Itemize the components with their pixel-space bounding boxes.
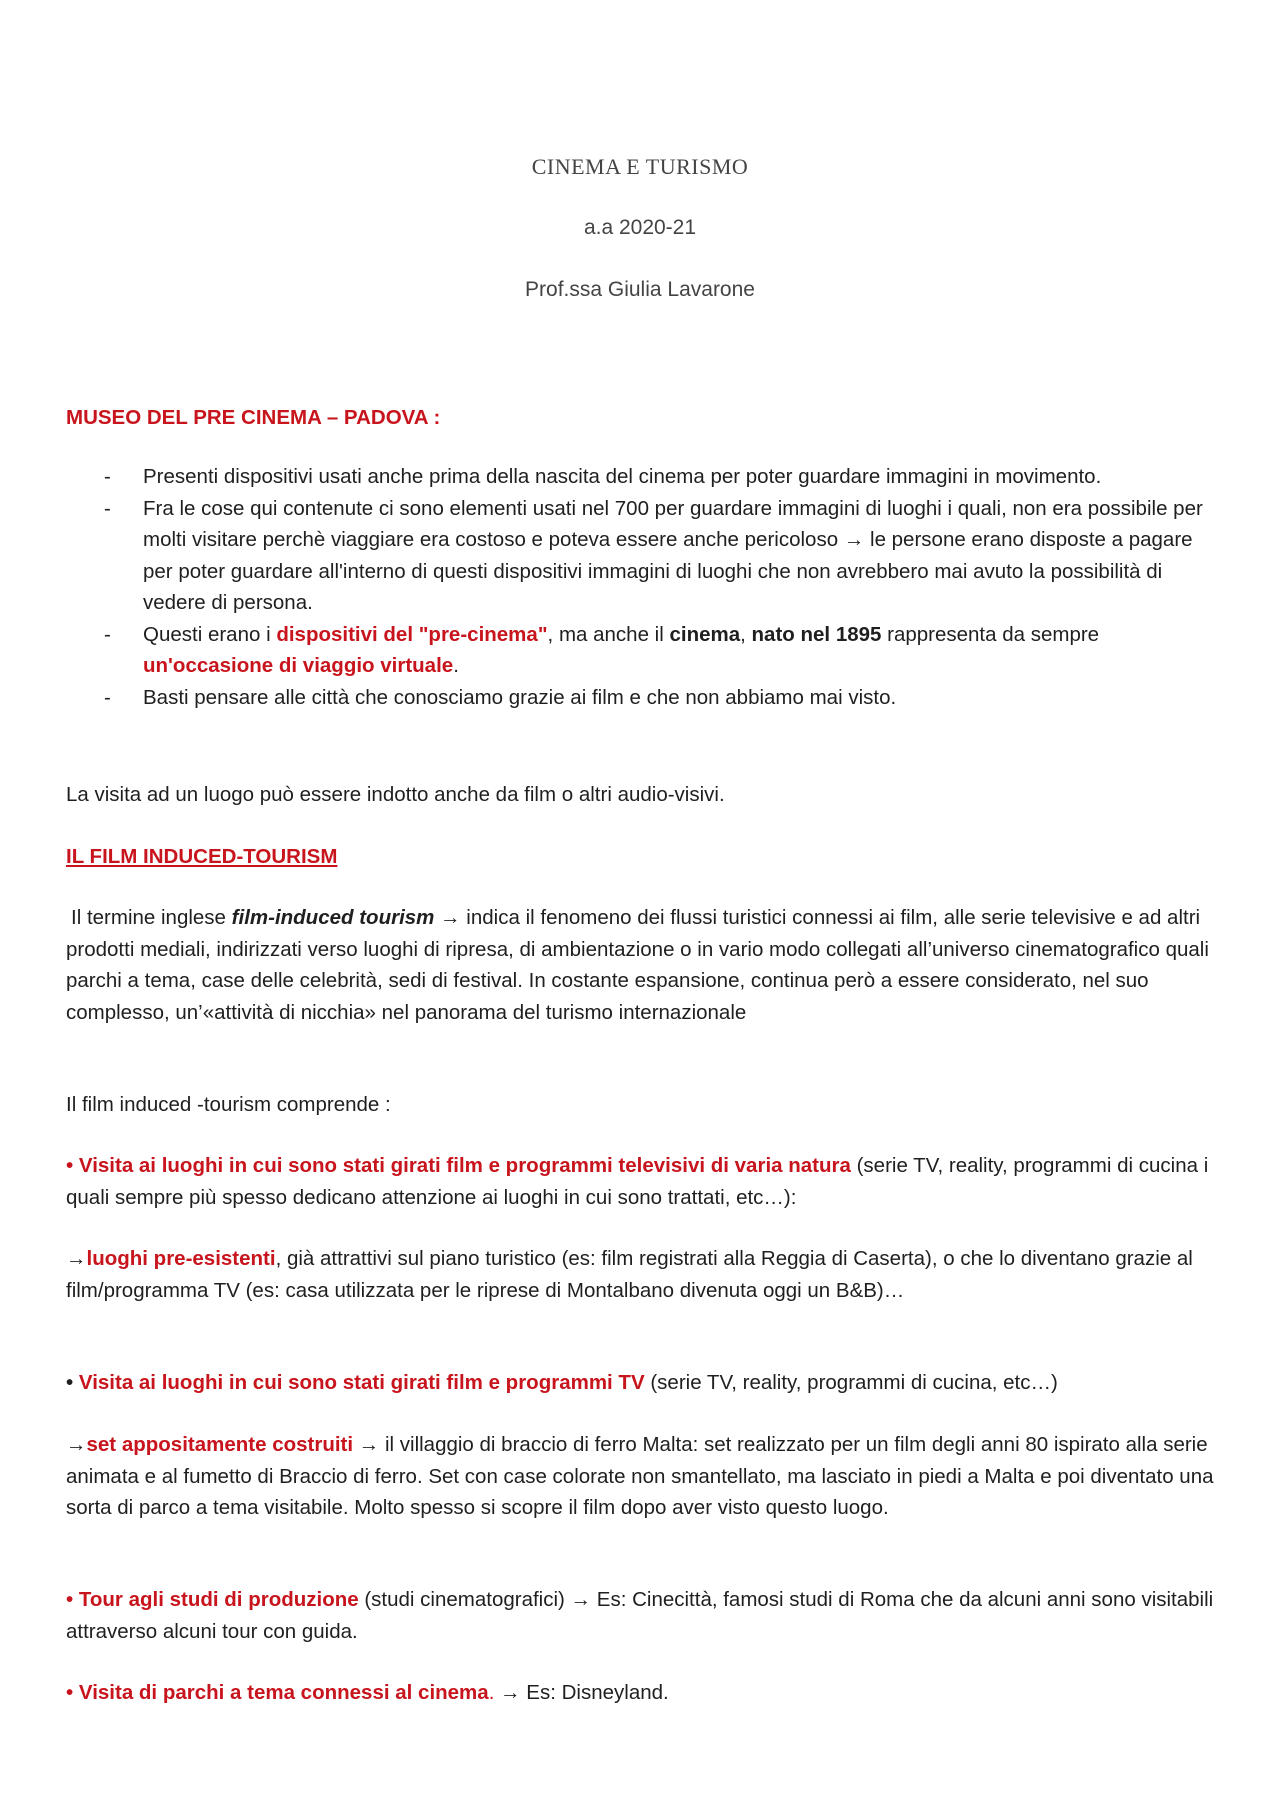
bullet-dot: • bbox=[66, 1588, 74, 1611]
arrow-icon: → bbox=[66, 1247, 87, 1270]
list-item: - Presenti dispositivi usati anche prima della nascita del cinema per poter guardare immagini in movimento. bbox=[66, 461, 1206, 493]
museum-list bbox=[66, 461, 1206, 713]
arrow-icon: → bbox=[440, 906, 461, 929]
list-item: - Basti pensare alle città che conosciamo grazie ai film e che non abbiamo mai visto. bbox=[66, 682, 1206, 714]
academic-year: a.a 2020-21 bbox=[583, 216, 697, 239]
museum-heading: MUSEO DEL PRE CINEMA – PADOVA : bbox=[66, 406, 441, 429]
list-bullet: - bbox=[104, 465, 111, 488]
arrow-icon: → bbox=[66, 1433, 87, 1456]
point-4: • Visita di parchi a tema connessi al cinema. → Es: Disneyland. bbox=[66, 1681, 669, 1704]
bullet-dot: • bbox=[66, 1154, 74, 1177]
point-1-sub: →luoghi pre-esistenti, già attrattivi sul piano turistico (es: film registrati alla Reggia di Caserta), o che lo diventano grazie al film/programma TV (es: casa utilizzata per le riprese di Montalbano divenuta oggi un B&B)… bbox=[66, 1247, 1193, 1302]
arrow-icon: → bbox=[843, 528, 865, 551]
list-item: - Fra le cose qui contenute ci sono elementi usati nel 700 per guardare immagini di luoghi i quali, non era possibile per molti visitare perchè viaggiare era costoso e poteva essere anche pericoloso → le persone erano disposte a pagare per poter guardare all'interno di questi dispositivi immagini di luoghi che non avrebbero mai avuto la possibilità di vedere di persona. bbox=[66, 493, 1206, 619]
arrow-icon: → bbox=[500, 1681, 521, 1704]
document-title: CINEMA E TURISMO bbox=[531, 154, 749, 179]
film-tourism-includes: Il film induced -tourism comprende : bbox=[66, 1093, 391, 1116]
list-item: - Questi erano i dispositivi del "pre-cinema", ma anche il cinema, nato nel 1895 rappresenta da sempre un'occasione di viaggio virtuale. bbox=[66, 619, 1206, 682]
visit-note: La visita ad un luogo può essere indotto anche da film o altri audio-visivi. bbox=[66, 783, 725, 806]
point-2-sub: →set appositamente costruiti → il villaggio di braccio di ferro Malta: set realizzato per un film degli anni 80 ispirato alla serie animata e al fumetto di Braccio di ferro. Set con case colorate non smantellato, ma lasciato in piedi a Malta e poi diventato una sorta di parco a tema visitabile. Molto spesso si scopre il film dopo aver visto questo luogo. bbox=[66, 1433, 1214, 1519]
point-1: • Visita ai luoghi in cui sono stati girati film e programmi televisivi di varia natura (serie TV, reality, programmi di cucina i quali sempre più spesso dedicano attenzione ai luoghi in cui sono trattati, etc…): bbox=[66, 1154, 1209, 1209]
point-2: • Visita ai luoghi in cui sono stati girati film e programmi TV (serie TV, reality, programmi di cucina, etc…) bbox=[66, 1371, 1058, 1394]
arrow-icon: → bbox=[570, 1588, 592, 1611]
film-tourism-definition: Il termine inglese film-induced tourism → indica il fenomeno dei flussi turistici connessi ai film, alle serie televisive e ad altri prodotti mediali, indirizzati verso luoghi di ripresa, di ambientazione o in vario modo collegati all’universo cinematografico quali parchi a tema, case delle celebrità, sedi di festival. In costante espansione, continua però a essere considerato, nel suo complesso, un’«attività di nicchia» nel panorama del turismo internazionale bbox=[66, 906, 1209, 1024]
list-bullet: - bbox=[104, 496, 111, 520]
point-3: • Tour agli studi di produzione (studi cinematografici) → Es: Cinecittà, famosi studi di Roma che da alcuni anni sono visitabili attraverso alcuni tour con guida. bbox=[66, 1588, 1214, 1643]
bullet-dot: • bbox=[66, 1371, 74, 1394]
list-bullet: - bbox=[104, 685, 111, 709]
arrow-icon: → bbox=[358, 1433, 380, 1456]
film-tourism-heading: IL FILM INDUCED-TOURISM bbox=[66, 845, 338, 868]
list-bullet: - bbox=[104, 622, 111, 646]
bullet-dot: • bbox=[66, 1681, 74, 1704]
professor-name: Prof.ssa Giulia Lavarone bbox=[525, 278, 755, 301]
